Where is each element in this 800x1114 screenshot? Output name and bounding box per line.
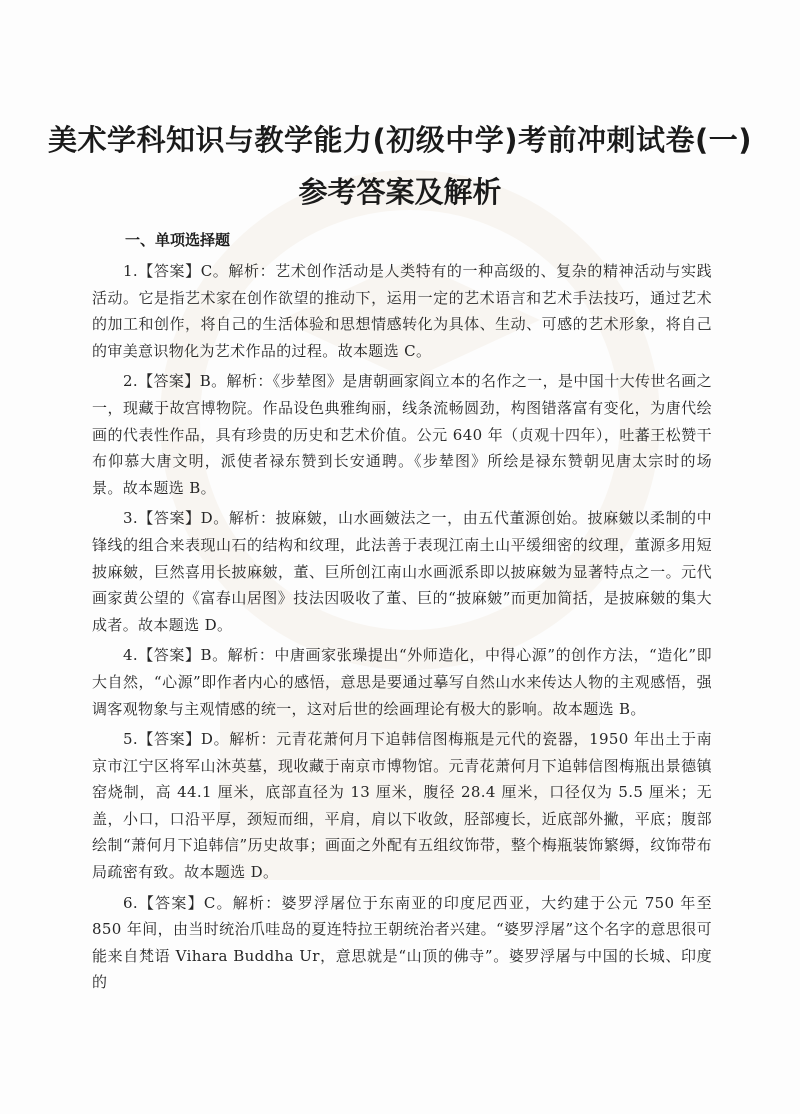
document-title: 美术学科知识与教学能力(初级中学)考前冲刺试卷(一) bbox=[47, 123, 753, 157]
answer-item-5: 5.【答案】D。解析：元青花萧何月下追韩信图梅瓶是元代的瓷器，1950 年出土于南京市江宁区将军山沐英墓，现收藏于南京市博物馆。元青花萧何月下追韩信图梅瓶出景德镇窑烧制，高 44.1 厘米，底部直径为 13 厘米，腹径 28.4 厘米，口径仅为 5.5 厘米；无盖，小口，口沿平厚，颈短而细，平肩，肩以下收敛，胫部瘦长，近底部外撇，平底；腹部绘制“萧何月下追韩信”历史故事；画面之外配有五组纹饰带，整个梅瓶装饰繁缛，纹饰带布局疏密有致。故本题选 D。 bbox=[92, 730, 712, 882]
answer-list bbox=[92, 258, 712, 1000]
document-subtitle: 参考答案及解析 bbox=[298, 175, 502, 209]
answer-item-3: 3.【答案】D。解析：披麻皴，山水画皴法之一，由五代董源创始。披麻皴以柔制的中锋线的组合来表现山石的结构和纹理，此法善于表现江南土山平缓细密的纹理，董源多用短披麻皴，巨然喜用长披麻皴，董、巨所创江南山水画派系即以披麻皴为显著特点之一。元代画家黄公望的《富春山居图》技法因吸收了董、巨的“披麻皴”而更加简括，是披麻皴的集大成者。故本题选 D。 bbox=[92, 509, 712, 634]
answer-item-2: 2.【答案】B。解析：《步辇图》是唐朝画家阎立本的名作之一，是中国十大传世名画之一，现藏于故宫博物院。作品设色典雅绚丽，线条流畅圆劲，构图错落富有变化，为唐代绘画的代表性作品，具有珍贵的历史和艺术价值。公元 640 年（贞观十四年），吐蕃王松赞干布仰慕大唐文明，派使者禄东赞到长安通聘。《步辇图》所绘是禄东赞朝见唐太宗时的场景。故本题选 B。 bbox=[92, 372, 712, 497]
answer-item-1: 1.【答案】C。解析：艺术创作活动是人类特有的一种高级的、复杂的精神活动与实践活动。它是指艺术家在创作欲望的推动下，运用一定的艺术语言和艺术手法技巧，通过艺术的加工和创作，将自己的生活体验和思想情感转化为具体、生动、可感的艺术形象，将自己的审美意识物化为艺术作品的过程。故本题选 C。 bbox=[92, 262, 712, 360]
answer-item-4: 4.【答案】B。解析：中唐画家张璪提出“外师造化，中得心源”的创作方法，“造化”即大自然，“心源”即作者内心的感悟，意思是要通过摹写自然山水来传达人物的主观感悟，强调客观物象与主观情感的统一，这对后世的绘画理论有极大的影响。故本题选 B。 bbox=[92, 646, 712, 718]
section-heading: 一、单项选择题 bbox=[125, 231, 231, 249]
answer-item-6: 6.【答案】C。解析：婆罗浮屠位于东南亚的印度尼西亚，大约建于公元 750 年至 850 年间，由当时统治爪哇岛的夏连特拉王朝统治者兴建。“婆罗浮屠”这个名字的意思很可能来自梵语 Vihara Buddha Ur，意思就是“山顶的佛寺”。婆罗浮屠与中国的长城、印度的 bbox=[92, 893, 712, 992]
